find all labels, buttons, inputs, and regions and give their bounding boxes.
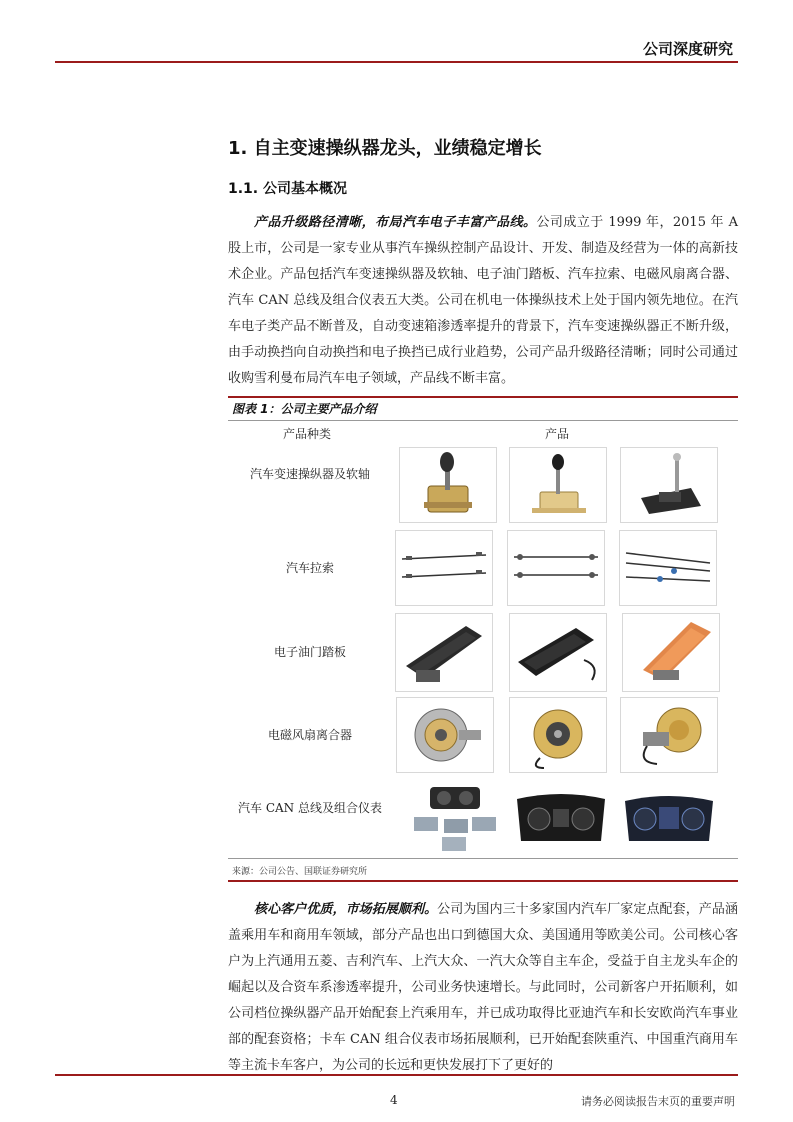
figure-end-rule: [228, 880, 738, 882]
row-label-cable: 汽车拉索: [285, 561, 334, 575]
cable-icon: [507, 530, 605, 606]
footer-divider: [55, 1074, 738, 1076]
row-label-shifter: 汽车变速操纵器及软轴: [249, 467, 370, 481]
row-label-pedal: 电子油门踏板: [273, 645, 346, 659]
page-number: 4: [390, 1093, 398, 1107]
figure-title-rule: [228, 420, 738, 421]
column-header-product: 产品: [545, 427, 570, 441]
pedal-icon: [622, 613, 720, 692]
intro-paragraph-body: 公司成立于 1999 年，2015 年 A 股上市，公司是一家专业从事汽车操纵控制产品设计、开发、制造及经营为一体的高新技术企业。产品包括汽车变速操纵器及软轴、电子油门踏板、汽车拉索、电磁风扇离合器、汽车 CAN 总线及组合仪表五大类。公司在机电一体操纵技术上处于国内领先地位。在汽车电子类产品不断普及，自动变速箱渗透率提升的背景下，汽车变速操纵器正不断升级，由手动换挡向自动换挡和电子换挡已成行业趋势，公司产品升级路径清晰；同时公司通过收购雪利曼布局汽车电子领域，产品线不断丰富。: [228, 215, 738, 386]
intro-paragraph-lead: 产品升级路径清晰，布局汽车电子丰富产品线。: [254, 215, 537, 230]
customer-paragraph-lead: 核心客户优质，市场拓展顺利。: [254, 902, 438, 917]
fan-clutch-icon: [620, 697, 718, 773]
column-header-category: 产品种类: [283, 427, 332, 441]
pedal-icon: [395, 613, 493, 692]
instrument-cluster-icon: [620, 788, 718, 848]
row-label-instrument-cluster: 汽车 CAN 总线及组合仪表: [238, 801, 382, 815]
gear-shifter-icon: [509, 447, 607, 523]
report-type-label: 公司深度研究: [642, 40, 733, 58]
header-divider: [55, 61, 738, 63]
instrument-cluster-icon: [405, 780, 503, 858]
figure-source: 来源：公司公告、国联证券研究所: [232, 867, 368, 877]
fan-clutch-icon: [396, 697, 494, 773]
figure-top-rule: [228, 396, 738, 398]
cable-icon: [619, 530, 717, 606]
intro-paragraph: [228, 210, 738, 392]
instrument-cluster-icon: [512, 788, 610, 848]
customer-paragraph: [228, 897, 738, 1079]
cable-icon: [395, 530, 493, 606]
customer-paragraph-body: 公司为国内三十多家国内汽车厂家定点配套，产品涵盖乘用车和商用车领域，部分产品也出口到德国大众、美国通用等欧美公司。公司核心客户为上汽通用五菱、吉利汽车、上汽大众、一汽大众等自主车企，受益于自主龙头车企的崛起以及合资车系渗透率提升，公司业务快速增长。与此同时，公司新客户开拓顺利，如公司档位操纵器产品开始配套上汽乘用车，并已成功取得比亚迪汽车和长安欧尚汽车事业部的配套资格；卡车 CAN 组合仪表市场拓展顺利，已开始配套陕重汽、中国重汽商用车等主流卡车客户，为公司的长远和更快发展打下了更好的: [228, 902, 738, 1073]
figure-title: 图表 1：公司主要产品介绍: [232, 402, 377, 416]
footer-disclaimer: 请务必阅读报告末页的重要声明: [581, 1095, 735, 1108]
pedal-icon: [509, 613, 607, 692]
fan-clutch-icon: [509, 697, 607, 773]
section-heading: 1. 自主变速操纵器龙头，业绩稳定增长: [228, 138, 542, 159]
gear-shifter-icon: [620, 447, 718, 523]
subsection-heading: 1.1. 公司基本概况: [228, 181, 347, 197]
row-label-fan-clutch: 电磁风扇离合器: [267, 728, 352, 742]
figure-bottom-rule: [228, 858, 738, 859]
gear-shifter-icon: [399, 447, 497, 523]
